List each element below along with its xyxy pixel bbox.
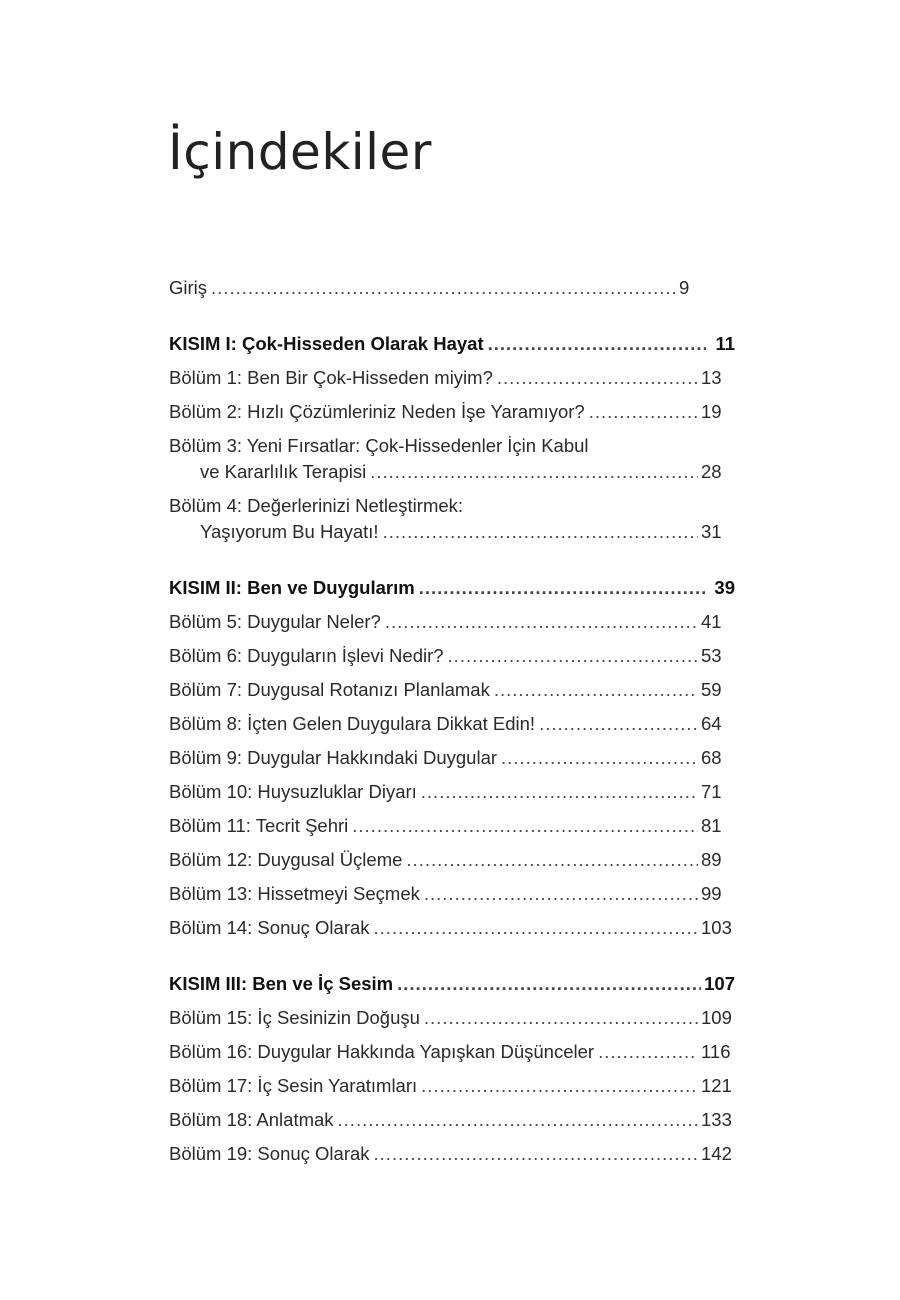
toc-entry-intro[interactable]	[169, 276, 713, 300]
dot-leader	[383, 520, 698, 544]
toc-chapter-16[interactable]	[169, 1040, 735, 1064]
dot-leader	[352, 814, 698, 838]
toc-page-number: 39	[714, 577, 735, 598]
toc-page-number: 11	[715, 333, 735, 354]
toc-part-title: KISIM II: Ben ve Duygularım	[169, 577, 415, 598]
toc-entry-title: Bölüm 10: Huysuzluklar Diyarı	[169, 781, 417, 802]
toc-entry-title: Giriş	[169, 277, 208, 298]
dot-leader	[374, 1142, 698, 1166]
toc-page-number: 109	[701, 1007, 732, 1028]
page-title: İçindekiler	[168, 123, 432, 181]
toc-chapter-14[interactable]	[169, 916, 735, 940]
toc-page-number: 71	[701, 781, 722, 802]
toc-part-3[interactable]	[169, 972, 735, 996]
toc-chapter-10[interactable]	[169, 780, 735, 804]
toc-entry-title: Bölüm 14: Sonuç Olarak	[169, 917, 370, 938]
toc-page-number: 64	[701, 713, 722, 734]
dot-leader	[424, 1006, 698, 1030]
toc-chapter-3[interactable]	[169, 434, 735, 484]
toc-entry-title: Bölüm 12: Duygusal Üçleme	[169, 849, 403, 870]
toc-part-1[interactable]	[169, 332, 735, 356]
toc-page-number: 59	[701, 679, 722, 700]
toc-chapter-2[interactable]	[169, 400, 735, 424]
toc-chapter-12[interactable]	[169, 848, 735, 872]
dot-leader	[539, 712, 698, 736]
toc-part-title: KISIM III: Ben ve İç Sesim	[169, 973, 394, 994]
dot-leader	[501, 746, 698, 770]
toc-entry-title: Bölüm 2: Hızlı Çözümleriniz Neden İşe Yaramıyor?	[169, 401, 585, 422]
toc-entry-title: Bölüm 6: Duyguların İşlevi Nedir?	[169, 645, 444, 666]
toc-page-number: 53	[701, 645, 722, 666]
toc-chapter-17[interactable]	[169, 1074, 735, 1098]
toc-entry-title-continued: ve Kararlılık Terapisi	[200, 461, 367, 482]
toc-chapter-15[interactable]	[169, 1006, 735, 1030]
toc-entry-title: Bölüm 11: Tecrit Şehri	[169, 815, 349, 836]
toc-entry-title: Bölüm 1: Ben Bir Çok-Hisseden miyim?	[169, 367, 493, 388]
dot-leader	[385, 610, 698, 634]
toc-chapter-5[interactable]	[169, 610, 735, 634]
toc-chapter-13[interactable]	[169, 882, 735, 906]
dot-leader	[397, 972, 701, 996]
toc-chapter-1[interactable]	[169, 366, 735, 390]
toc-page-number: 68	[701, 747, 722, 768]
toc-page-number: 31	[701, 521, 722, 542]
toc-entry-title-continued: Yaşıyorum Bu Hayatı!	[200, 521, 379, 542]
dot-leader	[211, 276, 676, 300]
toc-page-number: 99	[701, 883, 722, 904]
toc-page-number: 103	[701, 917, 732, 938]
dot-leader	[497, 366, 698, 390]
toc-page-number: 89	[701, 849, 722, 870]
dot-leader	[406, 848, 698, 872]
toc-page-number: 107	[704, 973, 735, 994]
dot-leader	[421, 1074, 698, 1098]
toc-chapter-4[interactable]	[169, 494, 735, 544]
dot-leader	[419, 576, 706, 600]
toc-chapter-6[interactable]	[169, 644, 735, 668]
toc-entry-title: Bölüm 8: İçten Gelen Duygulara Dikkat Edin!	[169, 713, 536, 734]
toc-entry-title: Bölüm 13: Hissetmeyi Seçmek	[169, 883, 420, 904]
toc-entry-title: Bölüm 4: Değerlerinizi Netleştirmek:	[169, 495, 464, 516]
dot-leader	[448, 644, 698, 668]
toc-page-number: 19	[701, 401, 722, 422]
toc-page-number: 81	[701, 815, 722, 836]
toc-chapter-18[interactable]	[169, 1108, 735, 1132]
table-of-contents	[169, 276, 735, 1176]
dot-leader	[370, 460, 698, 484]
dot-leader	[494, 678, 698, 702]
toc-page-number: 13	[701, 367, 722, 388]
toc-entry-title: Bölüm 15: İç Sesinizin Doğuşu	[169, 1007, 420, 1028]
toc-chapter-8[interactable]	[169, 712, 735, 736]
toc-page-number: 133	[701, 1109, 732, 1130]
toc-chapter-9[interactable]	[169, 746, 735, 770]
dot-leader	[488, 332, 706, 356]
toc-entry-title: Bölüm 18: Anlatmak	[169, 1109, 334, 1130]
toc-entry-title: Bölüm 17: İç Sesin Yaratımları	[169, 1075, 418, 1096]
toc-chapter-11[interactable]	[169, 814, 735, 838]
dot-leader	[374, 916, 698, 940]
toc-page-number: 142	[701, 1143, 732, 1164]
toc-page-number: 116	[701, 1041, 731, 1062]
toc-entry-title: Bölüm 9: Duygular Hakkındaki Duygular	[169, 747, 498, 768]
toc-chapter-19[interactable]	[169, 1142, 735, 1166]
toc-chapter-7[interactable]	[169, 678, 735, 702]
dot-leader	[589, 400, 698, 424]
toc-page-number: 41	[701, 611, 722, 632]
dot-leader	[338, 1108, 698, 1132]
toc-page-number: 121	[701, 1075, 732, 1096]
toc-part-2[interactable]	[169, 576, 735, 600]
toc-entry-title: Bölüm 16: Duygular Hakkında Yapışkan Düşünceler	[169, 1041, 595, 1062]
dot-leader	[421, 780, 698, 804]
toc-entry-title: Bölüm 5: Duygular Neler?	[169, 611, 381, 632]
toc-entry-title: Bölüm 3: Yeni Fırsatlar: Çok-Hissedenler İçin Kabul	[169, 435, 589, 456]
toc-page-number: 28	[701, 461, 722, 482]
toc-entry-title: Bölüm 19: Sonuç Olarak	[169, 1143, 370, 1164]
dot-leader	[424, 882, 698, 906]
toc-page-number: 9	[679, 277, 690, 298]
dot-leader	[598, 1040, 698, 1064]
toc-part-title: KISIM I: Çok-Hisseden Olarak Hayat	[169, 333, 484, 354]
toc-entry-line	[169, 276, 679, 300]
toc-entry-title: Bölüm 7: Duygusal Rotanızı Planlamak	[169, 679, 490, 700]
